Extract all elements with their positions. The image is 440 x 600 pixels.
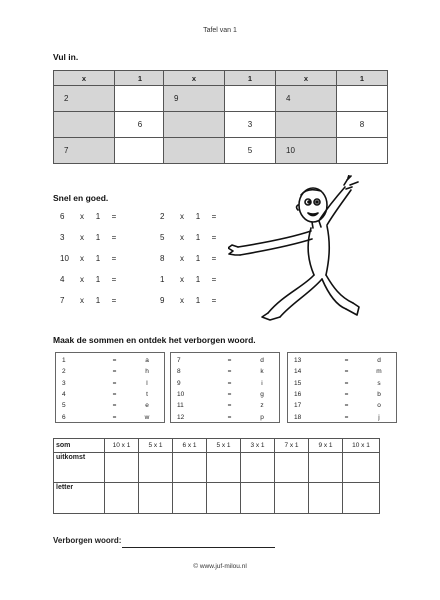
equals-sign: = — [344, 413, 349, 421]
sum-factor: 1 — [95, 254, 101, 263]
equals-sign: = — [112, 379, 117, 387]
code-number: 15 — [294, 379, 302, 387]
equals-sign: = — [344, 402, 349, 410]
code-letter: d — [377, 357, 381, 365]
equals-sign: = — [227, 368, 232, 376]
sum-operand: 2 — [160, 212, 165, 221]
grid-header-operator: x — [164, 71, 225, 86]
sum-row — [60, 254, 135, 275]
grid-cell[interactable]: 5 — [225, 138, 276, 164]
code-row — [288, 400, 396, 411]
code-letter: d — [260, 357, 264, 365]
code-letter: z — [260, 402, 264, 410]
sum-cell: 10 x 1 — [105, 439, 139, 453]
equals-sign: = — [111, 212, 117, 221]
code-number: 1 — [62, 357, 66, 365]
code-letter: k — [260, 368, 264, 376]
letter-cell[interactable] — [105, 483, 139, 514]
code-row — [56, 389, 164, 400]
code-number: 18 — [294, 413, 302, 421]
sum-factor: 1 — [195, 275, 201, 284]
grid-cell[interactable]: 8 — [337, 112, 388, 138]
code-letter: l — [146, 379, 148, 387]
letter-cell[interactable] — [173, 483, 207, 514]
equals-sign: = — [111, 296, 117, 305]
grid-cell[interactable] — [337, 138, 388, 164]
equals-sign: = — [344, 368, 349, 376]
sum-row — [160, 296, 235, 317]
row-label-uitkomst: uitkomst — [54, 453, 105, 483]
code-letter: i — [261, 379, 263, 387]
grid-cell[interactable]: 3 — [225, 112, 276, 138]
code-row — [56, 400, 164, 411]
equals-sign: = — [112, 391, 117, 399]
code-number: 6 — [62, 413, 66, 421]
grid-cell[interactable] — [276, 112, 337, 138]
code-row — [171, 411, 279, 422]
section-heading-fill-in: Vul in. — [53, 52, 79, 62]
grid-header-factor: 1 — [115, 71, 166, 86]
multiplication-grid-1 — [53, 70, 166, 164]
code-number: 2 — [62, 368, 66, 376]
result-cell[interactable] — [139, 453, 173, 483]
code-row — [171, 355, 279, 366]
code-letter: s — [377, 379, 381, 387]
code-row — [56, 411, 164, 422]
code-letter: b — [377, 391, 381, 399]
letter-cell[interactable] — [275, 483, 309, 514]
sum-operand: 3 — [60, 233, 65, 242]
sum-row — [60, 212, 135, 233]
equals-sign: = — [111, 254, 117, 263]
sum-operand: 10 — [60, 254, 69, 263]
equals-sign: = — [211, 212, 217, 221]
letter-cell[interactable] — [309, 483, 343, 514]
sum-column-left — [60, 212, 135, 317]
code-letter: h — [145, 368, 149, 376]
result-cell[interactable] — [343, 453, 380, 483]
result-cell[interactable] — [105, 453, 139, 483]
times-sign: x — [180, 275, 184, 284]
sum-operand: 1 — [160, 275, 165, 284]
code-box-1 — [55, 352, 165, 423]
sum-factor: 1 — [95, 275, 101, 284]
code-number: 3 — [62, 379, 66, 387]
sum-factor: 1 — [95, 233, 101, 242]
letter-cell[interactable] — [343, 483, 380, 514]
grid-cell[interactable]: 9 — [164, 86, 225, 112]
grid-cell[interactable] — [115, 138, 166, 164]
equals-sign: = — [111, 233, 117, 242]
section-heading-quick: Snel en goed. — [53, 193, 109, 203]
equals-sign: = — [227, 357, 232, 365]
code-letter: j — [378, 413, 380, 421]
hidden-word-line — [53, 530, 275, 548]
equals-sign: = — [344, 357, 349, 365]
sum-cell: 6 x 1 — [173, 439, 207, 453]
grid-cell[interactable] — [337, 86, 388, 112]
times-sign: x — [180, 212, 184, 221]
multiplication-grid-3 — [275, 70, 388, 164]
equals-sign: = — [111, 275, 117, 284]
sum-cell: 3 x 1 — [241, 439, 275, 453]
sum-cell: 5 x 1 — [207, 439, 241, 453]
code-number: 4 — [62, 391, 66, 399]
code-number: 5 — [62, 402, 66, 410]
sum-cell: 9 x 1 — [309, 439, 343, 453]
page-title: Tafel van 1 — [203, 27, 237, 34]
grid-header-operator: x — [276, 71, 337, 86]
sum-factor: 1 — [95, 296, 101, 305]
code-number: 8 — [177, 368, 181, 376]
equals-sign: = — [227, 391, 232, 399]
grid-cell[interactable]: 6 — [115, 112, 166, 138]
sum-cell: 5 x 1 — [139, 439, 173, 453]
sum-operand: 6 — [60, 212, 65, 221]
letter-cell[interactable] — [139, 483, 173, 514]
sum-operand: 5 — [160, 233, 165, 242]
code-row — [56, 355, 164, 366]
code-number: 12 — [177, 413, 185, 421]
code-number: 10 — [177, 391, 185, 399]
code-letter: o — [377, 402, 381, 410]
equals-sign: = — [211, 233, 217, 242]
sum-cell: 10 x 1 — [343, 439, 380, 453]
times-sign: x — [180, 233, 184, 242]
sum-row — [60, 233, 135, 254]
sum-operand: 8 — [160, 254, 165, 263]
code-number: 16 — [294, 391, 302, 399]
code-number: 17 — [294, 402, 302, 410]
equals-sign: = — [211, 296, 217, 305]
equals-sign: = — [344, 391, 349, 399]
code-row — [288, 355, 396, 366]
sum-factor: 1 — [195, 212, 201, 221]
result-cell[interactable] — [275, 453, 309, 483]
times-sign: x — [180, 254, 184, 263]
letter-cell[interactable] — [207, 483, 241, 514]
sum-operand: 7 — [60, 296, 65, 305]
result-row — [54, 453, 380, 483]
times-sign: x — [80, 254, 84, 263]
equals-sign: = — [227, 402, 232, 410]
section-heading-hidden-word: Maak de sommen en ontdek het verborgen woord. — [53, 335, 256, 345]
grid-cell[interactable] — [164, 112, 225, 138]
sum-row — [60, 296, 135, 317]
equals-sign: = — [211, 275, 217, 284]
grid-cell[interactable] — [115, 86, 166, 112]
grid-header-factor: 1 — [225, 71, 276, 86]
grid-cell[interactable] — [164, 138, 225, 164]
sum-row — [160, 233, 235, 254]
code-letter: m — [376, 368, 382, 376]
code-row — [288, 378, 396, 389]
code-letter: g — [260, 391, 264, 399]
equals-sign: = — [344, 379, 349, 387]
code-row — [288, 411, 396, 422]
grid-cell[interactable]: 2 — [54, 86, 115, 112]
code-row — [288, 389, 396, 400]
code-number: 7 — [177, 357, 181, 365]
result-cell[interactable] — [241, 453, 275, 483]
code-row — [56, 366, 164, 377]
sum-cell: 7 x 1 — [275, 439, 309, 453]
equals-sign: = — [227, 379, 232, 387]
code-letter: t — [146, 391, 148, 399]
equals-sign: = — [112, 413, 117, 421]
letter-row — [54, 483, 380, 514]
sum-factor: 1 — [195, 296, 201, 305]
times-sign: x — [180, 296, 184, 305]
sum-operand: 4 — [60, 275, 65, 284]
sum-factor: 1 — [95, 212, 101, 221]
code-letter: w — [144, 413, 150, 421]
code-box-2 — [170, 352, 280, 423]
letter-cell[interactable] — [241, 483, 275, 514]
code-row — [171, 389, 279, 400]
sum-factor: 1 — [195, 233, 201, 242]
times-sign: x — [80, 296, 84, 305]
grid-cell[interactable] — [54, 112, 115, 138]
grid-cell[interactable]: 7 — [54, 138, 115, 164]
grid-cell[interactable] — [225, 86, 276, 112]
result-cell[interactable] — [309, 453, 343, 483]
equals-sign: = — [227, 413, 232, 421]
equals-sign: = — [112, 368, 117, 376]
code-number: 13 — [294, 357, 302, 365]
code-number: 9 — [177, 379, 181, 387]
sum-row — [160, 212, 235, 233]
sum-row — [54, 439, 380, 453]
code-letter: e — [145, 402, 149, 410]
code-row — [171, 366, 279, 377]
row-label-som: som — [54, 439, 105, 453]
result-cell[interactable] — [207, 453, 241, 483]
code-box-3 — [287, 352, 397, 423]
times-sign: x — [80, 212, 84, 221]
code-row — [171, 378, 279, 389]
grid-cell[interactable]: 10 — [276, 138, 337, 164]
code-number: 14 — [294, 368, 302, 376]
hidden-word-label: Verborgen woord: — [53, 536, 122, 545]
times-sign: x — [80, 233, 84, 242]
sum-row — [160, 275, 235, 296]
hidden-word-input[interactable] — [122, 538, 275, 548]
running-boy-illustration — [228, 175, 373, 335]
equals-sign: = — [211, 254, 217, 263]
sum-operand: 9 — [160, 296, 165, 305]
footer-copyright: © www.juf-milou.nl — [193, 563, 247, 570]
code-letter: p — [260, 413, 264, 421]
times-sign: x — [80, 275, 84, 284]
sum-column-right — [160, 212, 235, 317]
code-letter: a — [145, 357, 149, 365]
sum-factor: 1 — [195, 254, 201, 263]
equals-sign: = — [112, 357, 117, 365]
answer-table — [53, 438, 380, 514]
equals-sign: = — [112, 402, 117, 410]
grid-header-factor: 1 — [337, 71, 388, 86]
sum-row — [160, 254, 235, 275]
grid-cell[interactable]: 4 — [276, 86, 337, 112]
row-label-letter: letter — [54, 483, 105, 514]
code-row — [288, 366, 396, 377]
code-number: 11 — [177, 402, 184, 410]
sum-row — [60, 275, 135, 296]
grid-header-operator: x — [54, 71, 115, 86]
code-row — [171, 400, 279, 411]
result-cell[interactable] — [173, 453, 207, 483]
code-row — [56, 378, 164, 389]
multiplication-grid-2 — [163, 70, 276, 164]
